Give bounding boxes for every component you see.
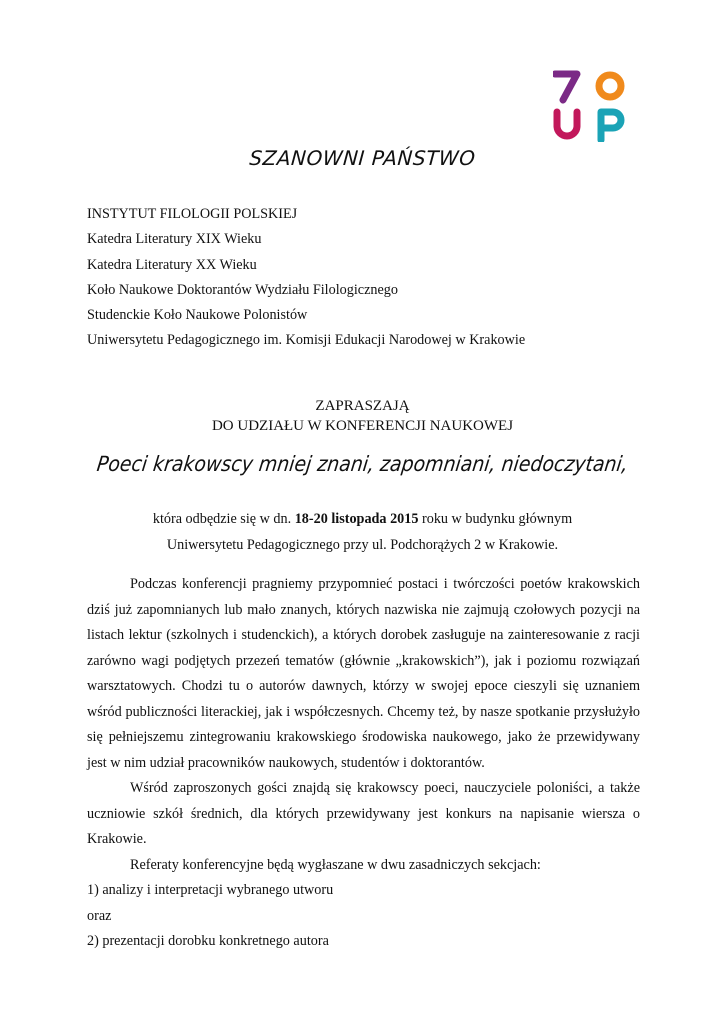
conference-dates: 18-20 listopada 2015 [294,511,419,527]
organizer-line: Studenckie Koło Naukowe Polonistów [87,307,308,324]
body-text [87,572,640,955]
organizer-line: Uniwersytetu Pedagogicznego im. Komisji Edukacji Narodowej w Krakowie [87,332,526,349]
organizer-line: Katedra Literatury XIX Wieku [87,231,262,248]
organizer-line: Koło Naukowe Doktorantów Wydziału Filologicznego [87,281,398,298]
paragraph-intro: Podczas konferencji pragniemy przypomnieć postaci i twórczości poetów krakowskich dziś już zapomnianych lub mało znanych, których nazwiska nie zajmują czołowych pozycji na listach lektur (szkolnych i studenckich), a których dorobek zasługuje na zainteresowanie z racji zarówno wagi podjętych przezeń tematów (głównie „krakowskich”), jak i poziomu rozwiązań warsztatowych. Chodzi tu o autorów dawnych, którzy w swojej epoce cieszyli się uznaniem wśród publiczności literackiej, jak i współczesnych. Chcemy też, by nasze spotkanie przysłużyło się pełniejszemu zintegrowaniu krakowskiego środowiska naukowego, jako że przewidywany jest w nim udział pracowników naukowych, studentów i doktorantów. [87,576,640,771]
date-prefix: która odbędzie się w dn. [152,511,295,527]
conference-date-location [0,507,725,558]
organizer-line: Katedra Literatury XX Wieku [87,256,257,273]
invite-line-1: ZAPRASZAJĄ [315,398,410,414]
invite-line-2: DO UDZIAŁU W KONFERENCJI NAUKOWEJ [211,418,514,434]
logo-70-up [553,70,629,142]
location-line: Uniwersytetu Pedagogicznego przy ul. Podchorążych 2 w Krakowie. [166,536,559,553]
invitation [0,396,725,436]
paragraph-guests: Wśród zaproszonych gości znajdą się krakowscy poeci, nauczyciele poloniści, a także uczniowie szkół średnich, dla których przewidywany jest konkurs na napisanie wiersza o Krakowie. [87,780,640,847]
organizers-list [87,202,525,354]
date-line [0,507,725,533]
paragraph-sections: Referaty konferencyjne będą wygłaszane w dwu zasadniczych sekcjach: [130,856,541,873]
conference-title: Poeci krakowscy mniej znani, zapomniani, niedoczytani, [95,452,630,476]
section-item-2: 2) prezentacji dorobku konkretnego autora [87,933,329,949]
logo-graphic [553,70,629,142]
page-heading: SZANOWNI PAŃSTWO [248,146,477,170]
organizer-line: INSTYTUT FILOLOGII POLSKIEJ [87,206,298,222]
date-suffix: roku w budynku głównym [418,511,573,527]
section-or: oraz [87,907,112,924]
section-item-1: 1) analizy i interpretacji wybranego utworu [87,882,334,898]
